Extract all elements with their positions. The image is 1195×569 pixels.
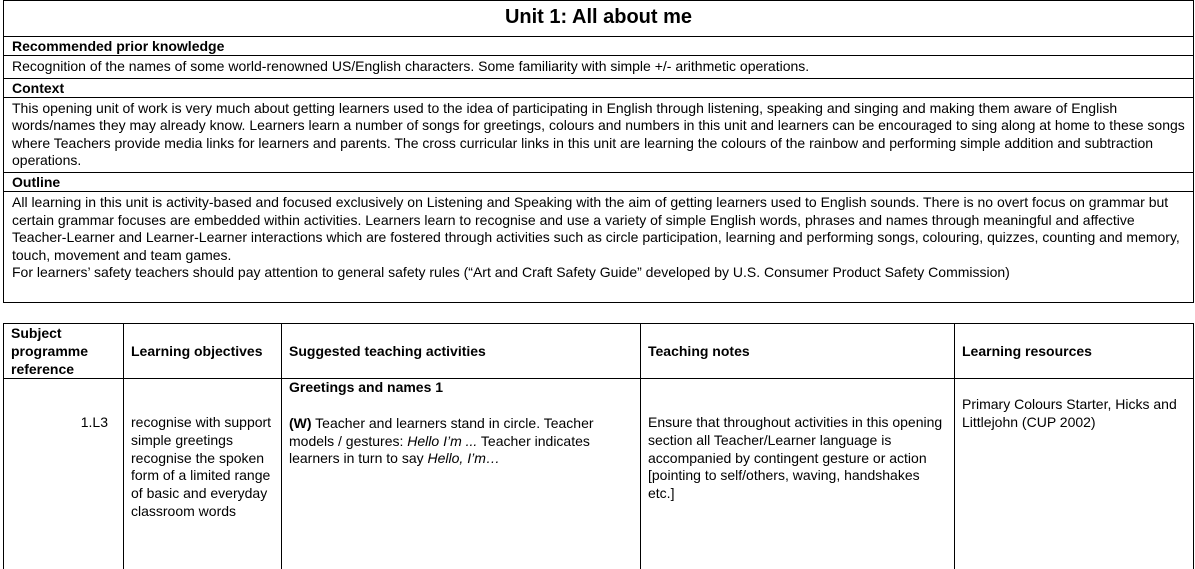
- unit-overview-box: [3, 0, 1194, 303]
- cell-objectives: [124, 378, 282, 569]
- header-programme-reference: Subject programme reference: [4, 324, 124, 378]
- outline-paragraph: All learning in this unit is activity-based and focused exclusively on Listening and Speaking with the aim of getting learners used to English sounds. There is no overt focus on grammar but certain grammar focuses are embedded within activities. Learners learn to recognise and use a variety of simple English words, phrases and names through meaningful and affective Teacher-Learner and Learner-Learner interactions which are fostered through activities such as circle participation, learning and performing songs, colouring, quizzes, counting and memory, touch, movement and team games.: [12, 193, 1180, 263]
- header-learning-resources: Learning resources: [962, 343, 1092, 359]
- activity-example-2: Hello, I’m…: [427, 450, 500, 467]
- table-header-row: [4, 324, 1193, 379]
- prior-knowledge-paragraph: Recognition of the names of some world-renowned US/English characters. Some familiarity with simple +/- arithmetic operations.: [12, 58, 810, 74]
- outline-heading: Outline: [4, 173, 1193, 192]
- objectives-text: recognise with support simple greetings recognise the spoken form of a limited range of basic and everyday classroom words: [131, 414, 272, 519]
- context-text: [4, 98, 1193, 173]
- prior-knowledge-text: [4, 56, 1193, 79]
- activity-example-1: Hello I’m ...: [407, 432, 478, 449]
- table-row: [4, 378, 1193, 569]
- unit-title: Unit 1: All about me: [4, 1, 1193, 37]
- teaching-notes-text: Ensure that throughout activities in this opening section all Teacher/Learner language is accompanied by contingent gesture or action [pointing to self/others, waving, handshakes etc.]: [648, 414, 943, 502]
- cell-reference: [4, 378, 124, 569]
- cell-resources: [955, 378, 1195, 569]
- learning-resources-text: Primary Colours Starter, Hicks and Littlejohn (CUP 2002): [962, 396, 1177, 430]
- programme-reference-code: 1.L3: [80, 414, 108, 430]
- activity-text-1: Teacher and learners stand in circle. Teacher models / gestures:: [289, 414, 594, 449]
- context-paragraph: This opening unit of work is very much about getting learners used to the idea of participating in English through listening, speaking and singing and making them aware of English words/names they may already know. Learners learn a number of songs for greetings, colours and numbers in this unit and learners can be encouraged to sing along at home to these songs where Teachers provide media links for learners and parents. The cross curricular links in this unit are learning the colours of the rainbow and performing simple addition and subtraction operations.: [12, 99, 1185, 169]
- activities-table: [3, 323, 1194, 569]
- activity-text-2: Teacher indicates learners in turn to say: [289, 432, 590, 467]
- header-teaching-notes: Teaching notes: [641, 324, 955, 378]
- activity-tag: (W): [289, 414, 312, 431]
- cell-activities: [282, 378, 641, 569]
- safety-paragraph: For learners’ safety teachers should pay attention to general safety rules (“Art and Craft Safety Guide” developed by U.S. Consumer Product Safety Commission): [12, 264, 1010, 281]
- header-teaching-activities: Suggested teaching activities: [282, 324, 641, 378]
- outline-text: [4, 192, 1193, 284]
- prior-knowledge-heading: Recommended prior knowledge: [4, 37, 1193, 56]
- activity-title: Greetings and names 1: [289, 379, 444, 395]
- header-learning-objectives: Learning objectives: [124, 324, 282, 378]
- context-heading: Context: [4, 79, 1193, 98]
- activity-description: [289, 415, 633, 468]
- cell-notes: [641, 378, 955, 569]
